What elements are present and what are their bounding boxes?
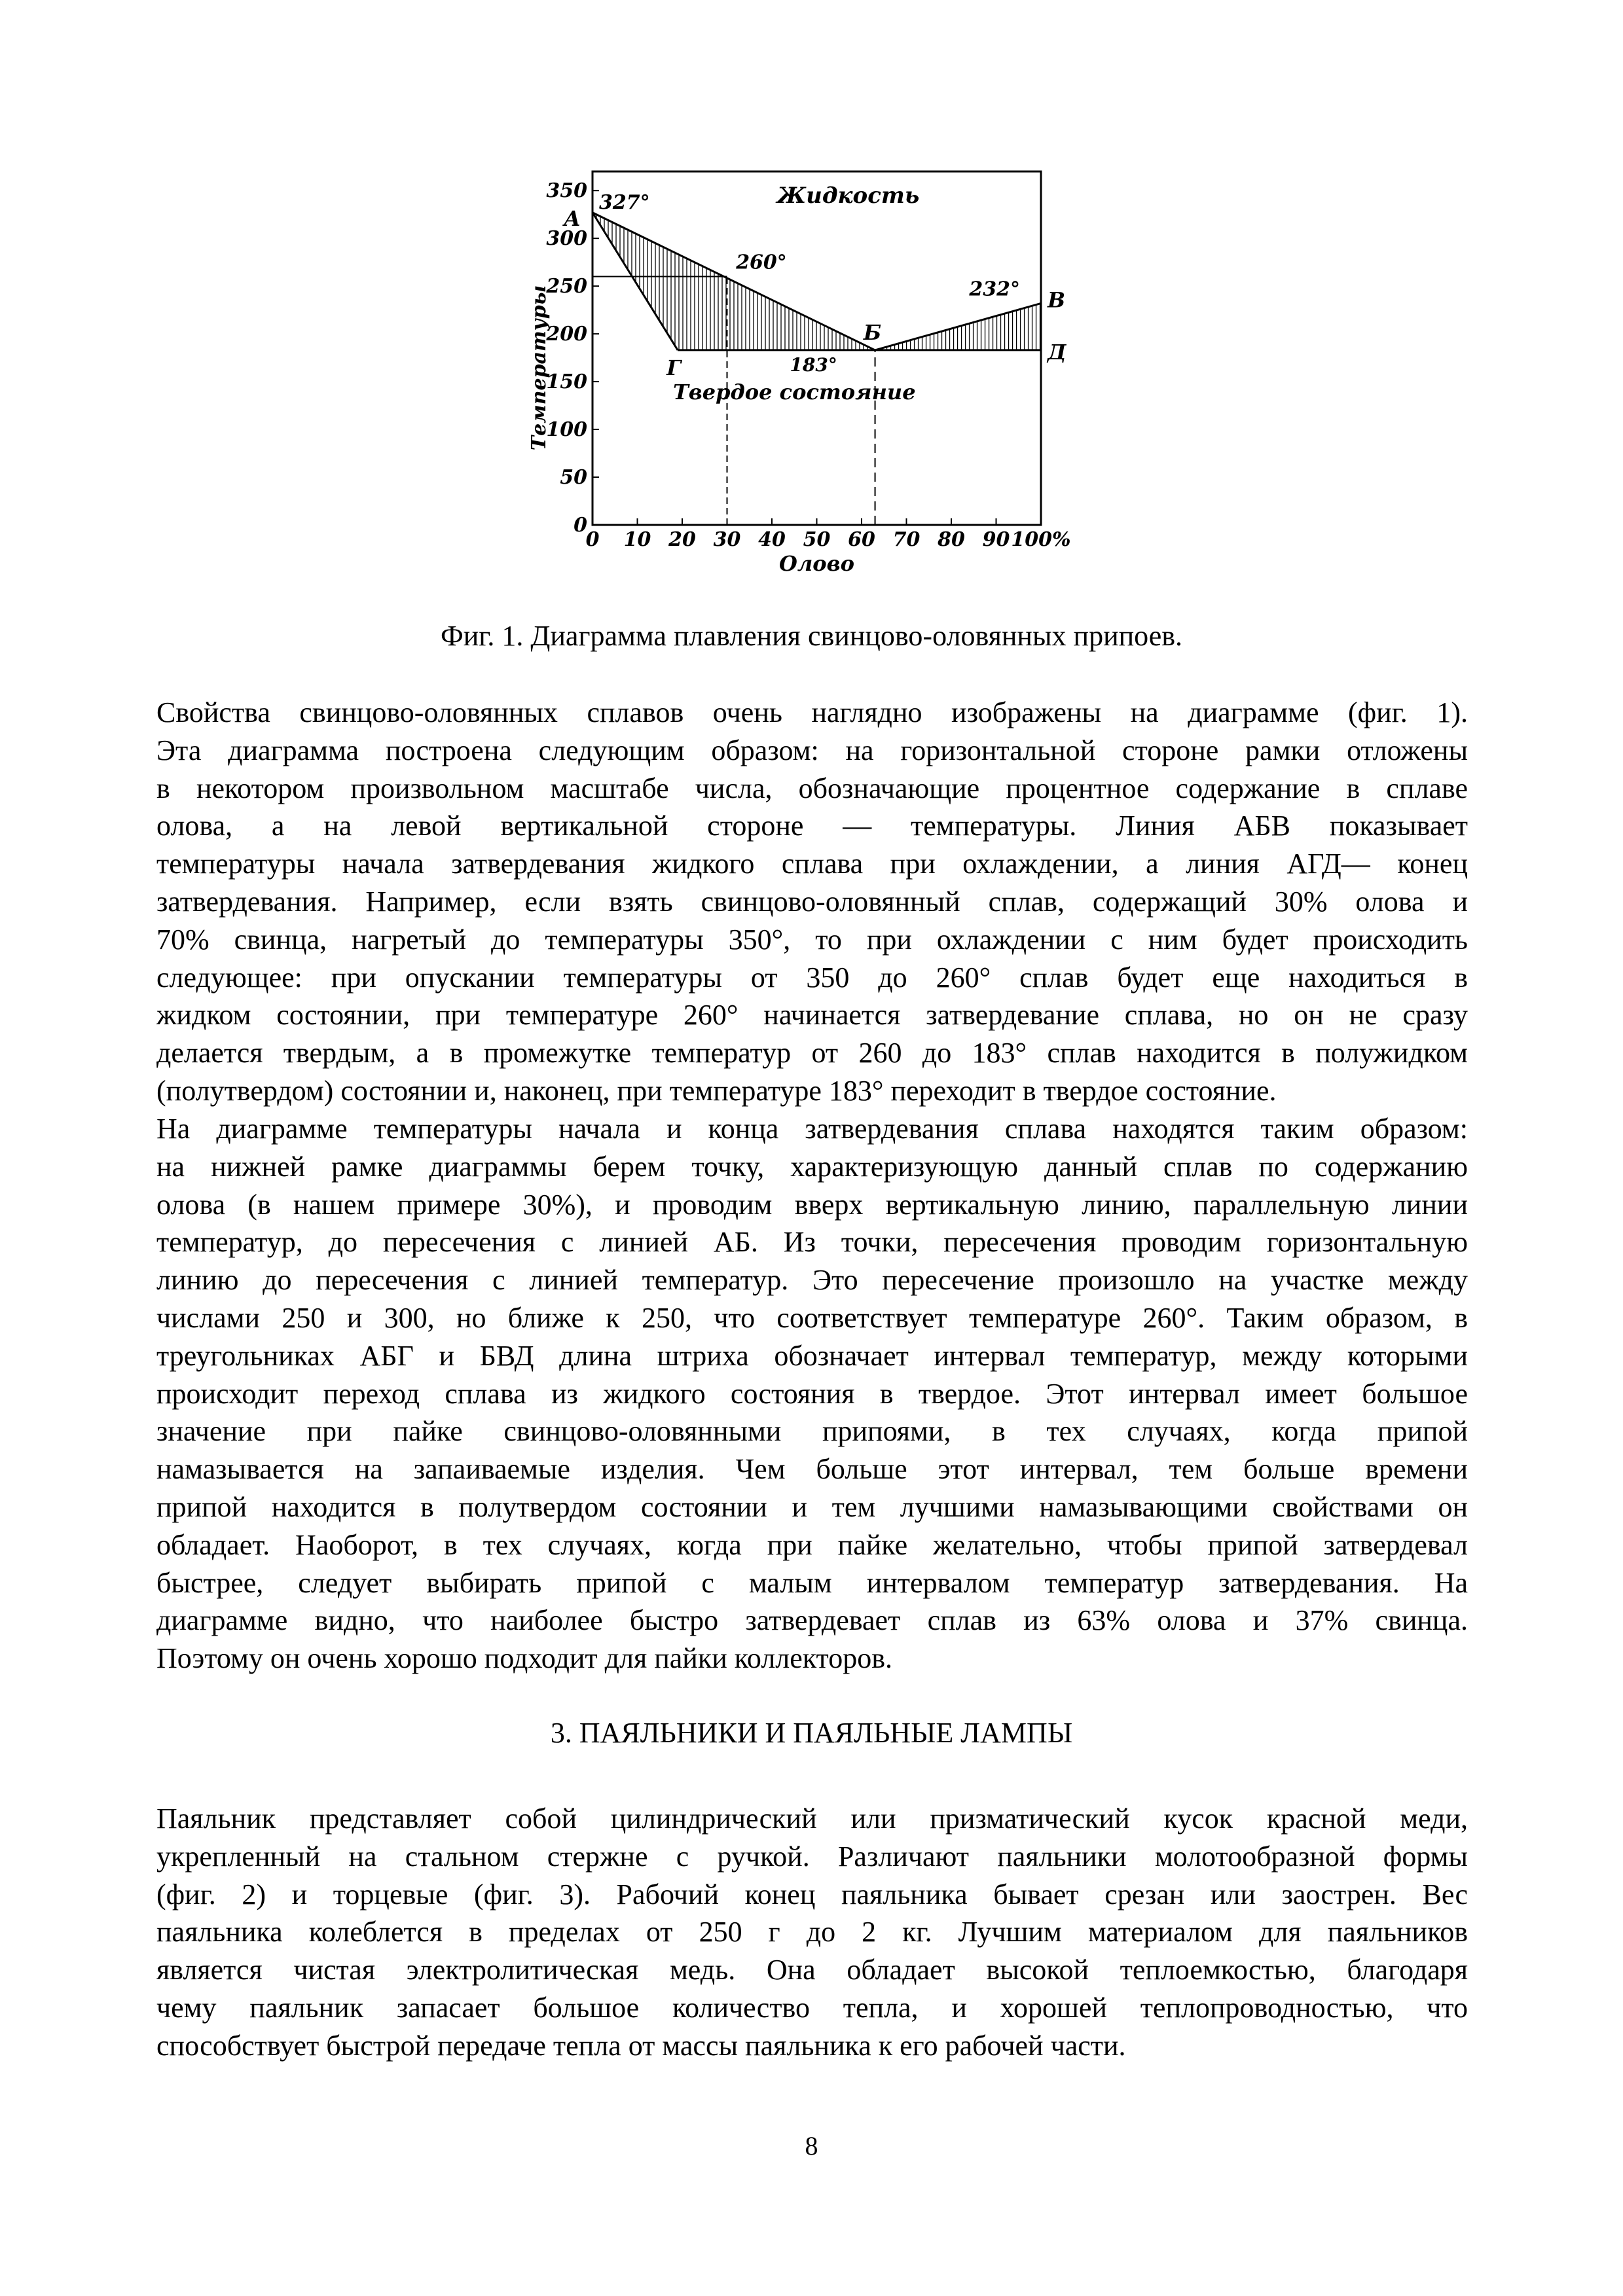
text-line: Свойства свинцово-оловянных сплавов очень наглядно изображены на диаграмме (фиг. 1). [156,696,1468,728]
annotation-260: 260° [736,251,787,274]
text-line: следующее: при опускании температуры от 350 до 260° сплав будет еще находиться в [156,961,1468,994]
y-tick-label: 300 [546,227,587,251]
text-line: намазывается на запаиваемые изделия. Чем больше этот интервал, тем больше времени [156,1453,1468,1486]
text-line: (полутвердом) состоянии и, наконец, при температуре 183° переходит в твердое состояние. [156,1074,1277,1107]
y-tick-label: 200 [546,323,587,346]
hatch-triangle-bvd [875,171,1040,525]
text-line: значение при пайке свинцово-оловянными припоями, в тех случаях, когда припой [156,1415,1468,1448]
y-tick-label: 100 [546,418,587,442]
x-tick-label: 80 [938,528,965,551]
text-line: температуры начала затвердевания жидкого сплава при охлаждении, а линия АГД— конец [156,848,1468,880]
x-axis-label: Олово [779,551,854,576]
paragraph-1 [156,694,1468,1110]
annotation-232: 232° [969,278,1021,301]
text-line: треугольниках АБГ и БВД длина штриха обозначает интервал температур, между которыми [156,1339,1468,1372]
y-tick-label: 0 [574,514,587,537]
text-line: числами 250 и 300, но ближе к 250, что соответствует температуре 260°. Таким образом, в [156,1301,1468,1334]
text-line: чему паяльник запасает большое количество тепла, и хорошей теплопроводностью, что [156,1991,1468,2024]
x-tick-label: 90 [982,528,1010,551]
figure-caption: Фиг. 1. Диаграмма плавления свинцово-оловянных припоев. [440,620,1183,652]
hatch-triangle-abg [593,171,871,525]
text-line: в некотором произвольном масштабе числа, обозначающие процентное содержание в сплаве [156,772,1468,804]
point-label-a: А [563,206,581,231]
section-heading: 3. ПАЯЛЬНИКИ И ПАЯЛЬНЫЕ ЛАМПЫ [550,1717,1073,1749]
point-label-v: В [1048,287,1066,313]
text-line: делается твердым, а в промежутке температур от 260 до 183° сплав находится в полужидком [156,1037,1468,1069]
x-tick-label: 40 [758,528,786,551]
text-line: На диаграмме температуры начала и конца затвердевания сплава находятся таким образом: [156,1113,1468,1145]
text-line: припой находится в полутвердом состоянии и тем лучшими намазывающими свойствами он [156,1490,1468,1523]
point-label-g: Г [666,355,682,380]
annotation-183: 183° [790,353,837,376]
melting-diagram-chart [517,157,1106,615]
x-tick-label: 70 [892,528,921,551]
text-line: (фиг. 2) и торцевые (фиг. 3). Рабочий конец паяльника бывает срезан или заострен. Вес [156,1878,1468,1910]
text-line: олова (в нашем примере 30%), и проводим вверх вертикальную линию, параллельную линии [156,1188,1468,1221]
text-line: Эта диаграмма построена следующим образом: на горизонтальной стороне рамки отложены [156,734,1468,766]
text-line: быстрее, следует выбирать припой с малым интервалом температур затвердевания. На [156,1566,1468,1599]
paragraph-2 [156,1110,1468,1677]
x-tick-label: 60 [848,528,875,551]
text-line: 70% свинца, нагретый до температуры 350°, то при охлаждении с ним будет происходить [156,923,1468,956]
text-line: паяльника колеблется в пределах от 250 г до 2 кг. Лучшим материалом для паяльников [156,1916,1468,1948]
y-tick-label: 350 [546,179,587,203]
text-line: олова, а на левой вертикальной стороне — температуры. Линия АБВ показывает [156,810,1468,842]
text-line: на нижней рамке диаграммы берем точку, характеризующую данный сплав по содержанию [156,1150,1468,1183]
text-line: способствует быстрой передаче тепла от массы паяльника к его рабочей части. [156,2029,1126,2062]
text-line: укрепленный на стальном стержне с ручкой. Различают паяльники молотообразной формы [156,1840,1468,1873]
x-tick-label: 10 [623,528,651,551]
x-tick-label: 30 [713,528,741,551]
text-line: линию до пересечения с линией температур. Это пересечение произошло на участке между [156,1264,1468,1297]
x-tick-label: 50 [803,528,831,551]
text-line: Паяльник представляет собой цилиндрический или призматический кусок красной меди, [156,1803,1468,1835]
melting-diagram-figure [517,157,1106,615]
text-line: затвердевания. Например, если взять свинцово-оловянный сплав, содержащий 30% олова и [156,885,1468,918]
solid-region-label: Твердое состояние [672,379,916,404]
text-line: происходит переход сплава из жидкого состояния в твердое. Этот интервал имеет большое [156,1377,1468,1410]
page-number: 8 [805,2131,818,2161]
y-tick-label: 250 [546,275,587,298]
y-tick-label: 50 [560,466,587,490]
liquid-region-label: Жидкость [776,183,920,209]
y-tick-label: 150 [546,370,587,394]
paragraph-3 [156,1800,1468,2065]
y-axis-label: Температуры [528,285,551,451]
text-line: Поэтому он очень хорошо подходит для пайки коллекторов. [156,1642,892,1675]
x-tick-label: 0 [585,528,600,551]
text-line: температур, до пересечения с линией АБ. Из точки, пересечения проводим горизонтальную [156,1226,1468,1259]
point-label-b: Б [863,319,882,345]
text-line: является чистая электролитическая медь. Она обладает высокой теплоемкостью, благодаря [156,1954,1468,1986]
text-line: обладает. Наоборот, в тех случаях, когда при пайке желательно, чтобы припой затвердевал [156,1528,1468,1561]
point-label-d: Д [1048,339,1067,365]
x-tick-label: 20 [668,528,696,551]
text-line: диаграмме видно, что наиболее быстро затвердевает сплав из 63% олова и 37% свинца. [156,1604,1468,1637]
x-tick-label: 100% [1011,528,1071,551]
text-line: жидком состоянии, при температуре 260° начинается затвердевание сплава, но он не сразу [156,999,1468,1031]
annotation-327: 327° [599,190,650,214]
